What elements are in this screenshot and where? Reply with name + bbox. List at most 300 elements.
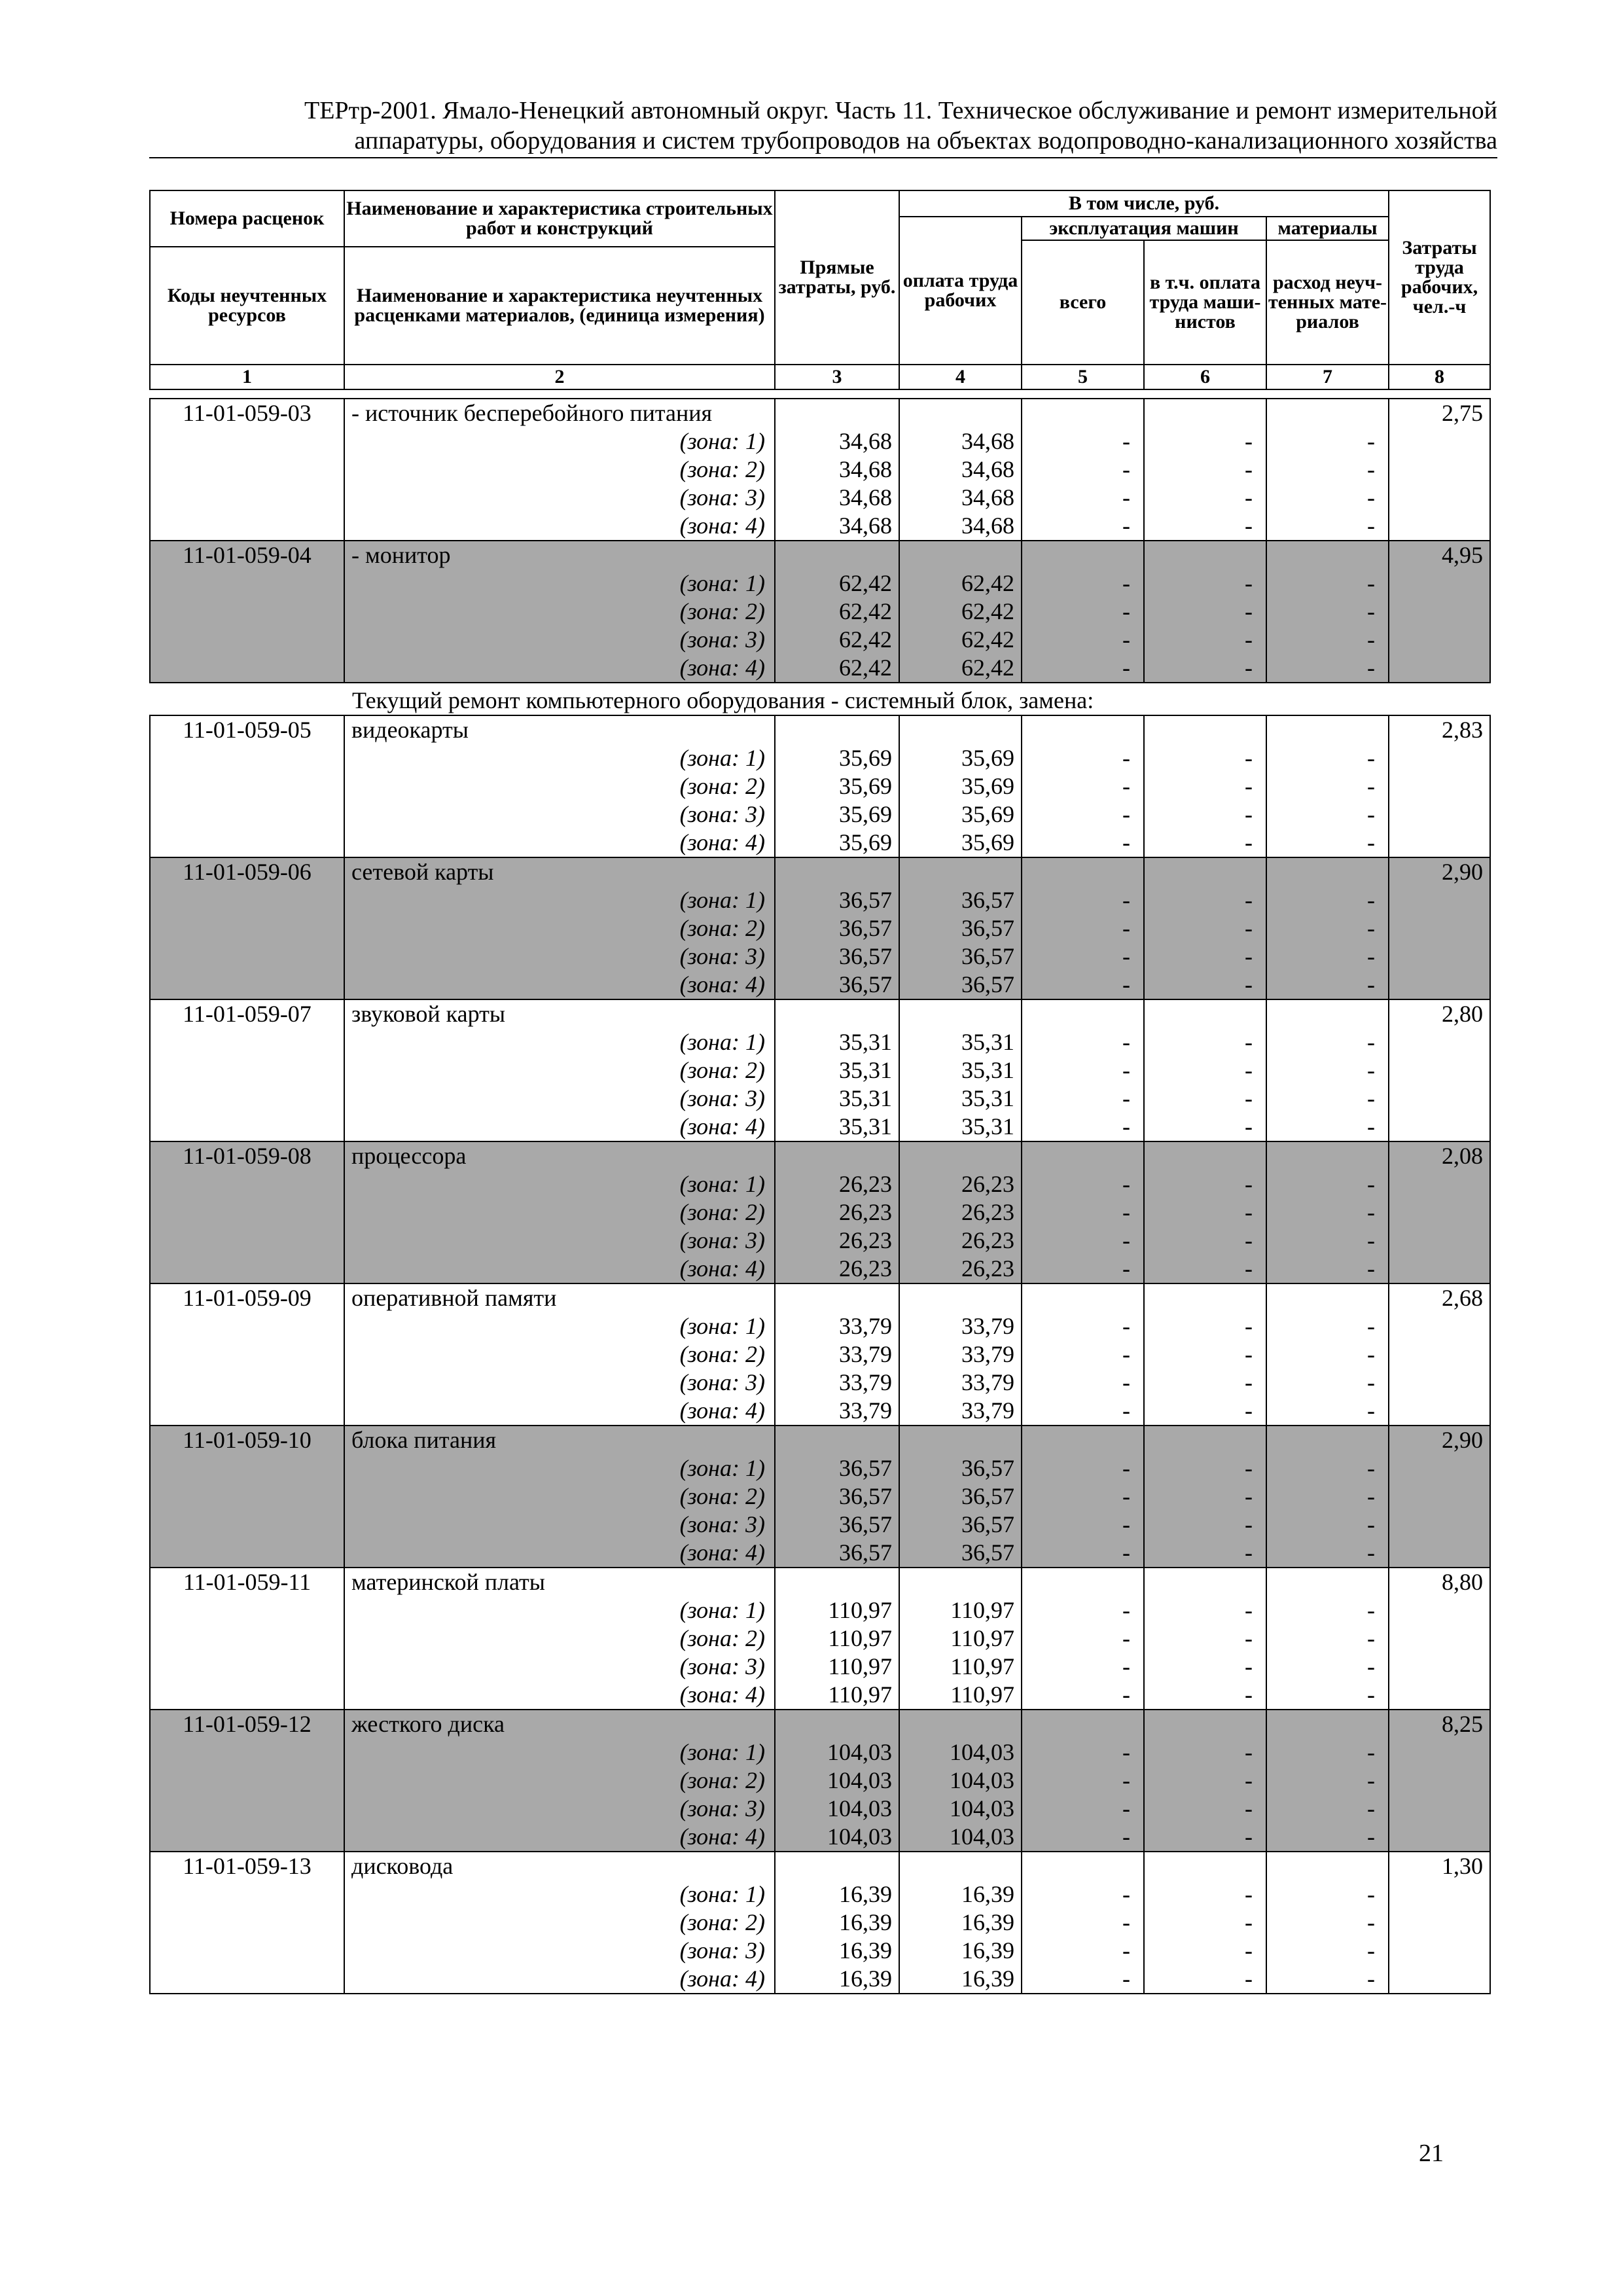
materials-cost: - bbox=[1266, 1056, 1389, 1085]
zone-row bbox=[150, 1823, 1490, 1852]
empty-cell bbox=[150, 484, 344, 512]
zone-label-cell bbox=[344, 654, 775, 683]
zone-label-cell bbox=[344, 1312, 775, 1340]
empty-cell bbox=[150, 971, 344, 999]
zone-label-cell bbox=[344, 626, 775, 654]
empty-cell bbox=[1266, 1141, 1389, 1170]
materials-cost: - bbox=[1266, 942, 1389, 971]
zone-row bbox=[150, 1653, 1490, 1681]
zone-label: (зона: 2) bbox=[679, 773, 765, 799]
materials-cost: - bbox=[1266, 427, 1389, 456]
zone-label: (зона: 3) bbox=[679, 626, 765, 653]
materials-cost: - bbox=[1266, 1312, 1389, 1340]
rate-title-row bbox=[150, 857, 1490, 886]
machine-total: - bbox=[1022, 1113, 1144, 1141]
zone-label-cell bbox=[344, 1340, 775, 1369]
direct-cost: 104,03 bbox=[775, 1767, 899, 1795]
column-number: 1 bbox=[150, 365, 344, 389]
machine-total: - bbox=[1022, 1312, 1144, 1340]
machinist-pay: - bbox=[1144, 886, 1266, 914]
machinist-pay: - bbox=[1144, 598, 1266, 626]
worker-pay: 36,57 bbox=[899, 971, 1022, 999]
worker-pay: 36,57 bbox=[899, 942, 1022, 971]
materials-cost: - bbox=[1266, 1454, 1389, 1482]
column-number: 3 bbox=[775, 365, 899, 389]
rate-code: 11-01-059-06 bbox=[150, 857, 344, 886]
zone-label: (зона: 3) bbox=[679, 1085, 765, 1111]
direct-cost: 33,79 bbox=[775, 1340, 899, 1369]
column-number-row bbox=[150, 365, 1490, 389]
zone-label: (зона: 4) bbox=[679, 1397, 765, 1424]
zone-label-cell bbox=[344, 484, 775, 512]
zone-label: (зона: 1) bbox=[679, 1739, 765, 1765]
empty-cell bbox=[775, 1283, 899, 1312]
machinist-pay: - bbox=[1144, 1369, 1266, 1397]
labor-cost: 4,95 bbox=[1389, 541, 1490, 569]
section-heading: Текущий ремонт компьютерного оборудования - системный блок, замена: bbox=[352, 687, 1094, 713]
rate-title-row bbox=[150, 541, 1490, 569]
worker-pay: 16,39 bbox=[899, 1937, 1022, 1965]
machine-total: - bbox=[1022, 484, 1144, 512]
worker-pay: 34,68 bbox=[899, 427, 1022, 456]
direct-cost: 16,39 bbox=[775, 1880, 899, 1909]
empty-cell bbox=[1389, 1369, 1490, 1397]
column-number: 4 bbox=[899, 365, 1022, 389]
zone-label: (зона: 4) bbox=[679, 512, 765, 539]
header-rate-numbers: Номера расценок bbox=[150, 190, 344, 247]
worker-pay: 110,97 bbox=[899, 1624, 1022, 1653]
direct-cost: 104,03 bbox=[775, 1795, 899, 1823]
zone-label-cell bbox=[344, 886, 775, 914]
empty-cell bbox=[1389, 772, 1490, 800]
empty-cell bbox=[775, 715, 899, 744]
machine-total: - bbox=[1022, 914, 1144, 942]
materials-cost: - bbox=[1266, 744, 1389, 772]
empty-cell bbox=[150, 1340, 344, 1369]
column-number: 7 bbox=[1266, 365, 1389, 389]
direct-cost: 36,57 bbox=[775, 1482, 899, 1511]
direct-cost: 34,68 bbox=[775, 427, 899, 456]
zone-label: (зона: 1) bbox=[679, 1313, 765, 1339]
empty-cell bbox=[1022, 399, 1144, 427]
zone-label: (зона: 3) bbox=[679, 1795, 765, 1821]
machine-total: - bbox=[1022, 1539, 1144, 1568]
zone-label: (зона: 2) bbox=[679, 1057, 765, 1083]
machine-total: - bbox=[1022, 1340, 1144, 1369]
materials-cost: - bbox=[1266, 1113, 1389, 1141]
zone-label-cell bbox=[344, 1937, 775, 1965]
zone-row bbox=[150, 886, 1490, 914]
zone-label-cell bbox=[344, 971, 775, 999]
zone-label: (зона: 1) bbox=[679, 745, 765, 771]
zone-label: (зона: 4) bbox=[679, 655, 765, 681]
direct-cost: 36,57 bbox=[775, 1539, 899, 1568]
worker-pay: 35,31 bbox=[899, 1056, 1022, 1085]
rate-name: видеокарты bbox=[344, 715, 775, 744]
machinist-pay: - bbox=[1144, 914, 1266, 942]
header-work-name: Наименование и характеристика строительных работ и конструкций bbox=[344, 190, 775, 247]
empty-cell bbox=[1022, 541, 1144, 569]
rate-code: 11-01-059-13 bbox=[150, 1852, 344, 1880]
page-number: 21 bbox=[1419, 2140, 1444, 2167]
materials-cost: - bbox=[1266, 971, 1389, 999]
direct-cost: 62,42 bbox=[775, 569, 899, 598]
zone-label-cell bbox=[344, 1056, 775, 1085]
zone-label-cell bbox=[344, 1965, 775, 1994]
materials-cost: - bbox=[1266, 1624, 1389, 1653]
materials-cost: - bbox=[1266, 1795, 1389, 1823]
worker-pay: 36,57 bbox=[899, 1511, 1022, 1539]
empty-cell bbox=[150, 1397, 344, 1426]
empty-cell bbox=[150, 800, 344, 829]
direct-cost: 34,68 bbox=[775, 512, 899, 541]
zone-label-cell bbox=[344, 1653, 775, 1681]
empty-cell bbox=[1389, 1823, 1490, 1852]
machinist-pay: - bbox=[1144, 1056, 1266, 1085]
zone-label-cell bbox=[344, 1255, 775, 1283]
materials-cost: - bbox=[1266, 1511, 1389, 1539]
empty-cell bbox=[1389, 484, 1490, 512]
direct-cost: 34,68 bbox=[775, 484, 899, 512]
empty-cell bbox=[150, 1823, 344, 1852]
machinist-pay: - bbox=[1144, 1397, 1266, 1426]
direct-cost: 16,39 bbox=[775, 1909, 899, 1937]
empty-cell bbox=[1144, 715, 1266, 744]
rate-name: звуковой карты bbox=[344, 999, 775, 1028]
zone-label: (зона: 1) bbox=[679, 428, 765, 454]
zone-label: (зона: 3) bbox=[679, 943, 765, 969]
machine-total: - bbox=[1022, 971, 1144, 999]
labor-cost: 8,25 bbox=[1389, 1710, 1490, 1738]
empty-cell bbox=[1389, 1880, 1490, 1909]
materials-cost: - bbox=[1266, 1369, 1389, 1397]
zone-row bbox=[150, 971, 1490, 999]
materials-cost: - bbox=[1266, 1170, 1389, 1198]
machinist-pay: - bbox=[1144, 1596, 1266, 1624]
zone-label-cell bbox=[344, 569, 775, 598]
empty-cell bbox=[1389, 1795, 1490, 1823]
machinist-pay: - bbox=[1144, 1198, 1266, 1227]
column-number: 2 bbox=[344, 365, 775, 389]
direct-cost: 35,31 bbox=[775, 1028, 899, 1056]
empty-cell bbox=[899, 541, 1022, 569]
materials-cost: - bbox=[1266, 1227, 1389, 1255]
zone-row bbox=[150, 1397, 1490, 1426]
zone-row bbox=[150, 1596, 1490, 1624]
zone-label-cell bbox=[344, 1624, 775, 1653]
zone-row bbox=[150, 1965, 1490, 1994]
zone-label-cell bbox=[344, 1085, 775, 1113]
direct-cost: 35,69 bbox=[775, 772, 899, 800]
empty-cell bbox=[150, 1028, 344, 1056]
zone-row bbox=[150, 1312, 1490, 1340]
rate-name: процессора bbox=[344, 1141, 775, 1170]
empty-cell bbox=[1022, 715, 1144, 744]
direct-cost: 36,57 bbox=[775, 971, 899, 999]
empty-cell bbox=[775, 541, 899, 569]
zone-label: (зона: 2) bbox=[679, 598, 765, 624]
worker-pay: 16,39 bbox=[899, 1880, 1022, 1909]
zone-row bbox=[150, 654, 1490, 683]
worker-pay: 62,42 bbox=[899, 654, 1022, 683]
materials-cost: - bbox=[1266, 914, 1389, 942]
rate-code: 11-01-059-05 bbox=[150, 715, 344, 744]
materials-cost: - bbox=[1266, 1539, 1389, 1568]
empty-cell bbox=[1266, 1426, 1389, 1454]
zone-row bbox=[150, 1085, 1490, 1113]
zone-row bbox=[150, 484, 1490, 512]
empty-cell bbox=[1389, 1767, 1490, 1795]
rate-name: блока питания bbox=[344, 1426, 775, 1454]
rate-title-row bbox=[150, 1141, 1490, 1170]
worker-pay: 35,69 bbox=[899, 772, 1022, 800]
materials-cost: - bbox=[1266, 654, 1389, 683]
machinist-pay: - bbox=[1144, 626, 1266, 654]
worker-pay: 104,03 bbox=[899, 1823, 1022, 1852]
machinist-pay: - bbox=[1144, 971, 1266, 999]
worker-pay: 26,23 bbox=[899, 1255, 1022, 1283]
machinist-pay: - bbox=[1144, 1965, 1266, 1994]
empty-cell bbox=[150, 1738, 344, 1767]
column-number: 5 bbox=[1022, 365, 1144, 389]
zone-label-cell bbox=[344, 1028, 775, 1056]
direct-cost: 110,97 bbox=[775, 1596, 899, 1624]
zone-row bbox=[150, 772, 1490, 800]
direct-cost: 26,23 bbox=[775, 1227, 899, 1255]
machine-total: - bbox=[1022, 1909, 1144, 1937]
empty-cell bbox=[1389, 1909, 1490, 1937]
empty-cell bbox=[150, 744, 344, 772]
zone-row bbox=[150, 456, 1490, 484]
machine-total: - bbox=[1022, 1823, 1144, 1852]
empty-cell bbox=[775, 857, 899, 886]
zone-row bbox=[150, 1198, 1490, 1227]
materials-cost: - bbox=[1266, 1340, 1389, 1369]
worker-pay: 62,42 bbox=[899, 626, 1022, 654]
empty-cell bbox=[1389, 1454, 1490, 1482]
labor-cost: 2,90 bbox=[1389, 1426, 1490, 1454]
empty-cell bbox=[1266, 1283, 1389, 1312]
direct-cost: 35,69 bbox=[775, 800, 899, 829]
direct-cost: 62,42 bbox=[775, 626, 899, 654]
machine-total: - bbox=[1022, 1965, 1144, 1994]
empty-cell bbox=[150, 1170, 344, 1198]
empty-cell bbox=[150, 1255, 344, 1283]
empty-cell bbox=[1389, 1255, 1490, 1283]
materials-cost: - bbox=[1266, 1965, 1389, 1994]
empty-cell bbox=[1144, 1568, 1266, 1596]
empty-cell bbox=[775, 1852, 899, 1880]
empty-cell bbox=[775, 999, 899, 1028]
empty-cell bbox=[150, 1880, 344, 1909]
labor-cost: 1,30 bbox=[1389, 1852, 1490, 1880]
worker-pay: 35,31 bbox=[899, 1085, 1022, 1113]
empty-cell bbox=[150, 456, 344, 484]
machine-total: - bbox=[1022, 1596, 1144, 1624]
worker-pay: 35,69 bbox=[899, 744, 1022, 772]
empty-cell bbox=[1389, 1482, 1490, 1511]
zone-label-cell bbox=[344, 744, 775, 772]
empty-cell bbox=[1389, 598, 1490, 626]
zone-row bbox=[150, 1454, 1490, 1482]
machine-total: - bbox=[1022, 744, 1144, 772]
zone-label: (зона: 1) bbox=[679, 887, 765, 913]
machinist-pay: - bbox=[1144, 512, 1266, 541]
zone-label: (зона: 1) bbox=[679, 1597, 765, 1623]
zone-label: (зона: 2) bbox=[679, 1909, 765, 1935]
empty-cell bbox=[899, 1568, 1022, 1596]
header-material-name: Наименование и характеристика неучтенных расценками материалов, (единица измерения) bbox=[344, 247, 775, 365]
machinist-pay: - bbox=[1144, 800, 1266, 829]
rate-code: 11-01-059-12 bbox=[150, 1710, 344, 1738]
direct-cost: 16,39 bbox=[775, 1965, 899, 1994]
rate-title-row bbox=[150, 1568, 1490, 1596]
rate-code: 11-01-059-07 bbox=[150, 999, 344, 1028]
empty-cell bbox=[899, 1426, 1022, 1454]
materials-cost: - bbox=[1266, 1681, 1389, 1710]
empty-cell bbox=[1144, 1141, 1266, 1170]
zone-row bbox=[150, 1681, 1490, 1710]
materials-cost: - bbox=[1266, 886, 1389, 914]
zone-label: (зона: 2) bbox=[679, 1625, 765, 1651]
empty-cell bbox=[1389, 1056, 1490, 1085]
worker-pay: 36,57 bbox=[899, 886, 1022, 914]
empty-cell bbox=[899, 999, 1022, 1028]
empty-cell bbox=[150, 1113, 344, 1141]
table-header bbox=[149, 190, 1491, 390]
header-worker-pay: оплата труда рабочих bbox=[899, 217, 1022, 365]
empty-cell bbox=[899, 1141, 1022, 1170]
empty-cell bbox=[150, 626, 344, 654]
materials-cost: - bbox=[1266, 829, 1389, 857]
labor-cost: 2,90 bbox=[1389, 857, 1490, 886]
empty-cell bbox=[1389, 1511, 1490, 1539]
direct-cost: 35,31 bbox=[775, 1056, 899, 1085]
empty-cell bbox=[1389, 1227, 1490, 1255]
empty-cell bbox=[1266, 715, 1389, 744]
worker-pay: 35,69 bbox=[899, 829, 1022, 857]
empty-cell bbox=[1389, 512, 1490, 541]
zone-label: (зона: 3) bbox=[679, 1369, 765, 1395]
zone-label-cell bbox=[344, 1767, 775, 1795]
empty-cell bbox=[1266, 857, 1389, 886]
empty-cell bbox=[150, 942, 344, 971]
zone-row bbox=[150, 1511, 1490, 1539]
worker-pay: 33,79 bbox=[899, 1312, 1022, 1340]
empty-cell bbox=[150, 1596, 344, 1624]
worker-pay: 104,03 bbox=[899, 1767, 1022, 1795]
header-resource-codes: Коды неучтенных ресурсов bbox=[150, 247, 344, 365]
direct-cost: 36,57 bbox=[775, 914, 899, 942]
zone-row bbox=[150, 942, 1490, 971]
machinist-pay: - bbox=[1144, 1340, 1266, 1369]
empty-cell bbox=[150, 1198, 344, 1227]
zone-label-cell bbox=[344, 942, 775, 971]
empty-cell bbox=[150, 427, 344, 456]
machine-total: - bbox=[1022, 829, 1144, 857]
zone-row bbox=[150, 914, 1490, 942]
header-including: В том числе, руб. bbox=[899, 190, 1389, 217]
rate-name: материнской платы bbox=[344, 1568, 775, 1596]
header-materials: материалы bbox=[1266, 217, 1389, 240]
zone-label-cell bbox=[344, 1397, 775, 1426]
worker-pay: 36,57 bbox=[899, 1482, 1022, 1511]
materials-cost: - bbox=[1266, 1198, 1389, 1227]
direct-cost: 110,97 bbox=[775, 1681, 899, 1710]
worker-pay: 16,39 bbox=[899, 1965, 1022, 1994]
header-total: всего bbox=[1022, 240, 1144, 365]
zone-label: (зона: 2) bbox=[679, 1199, 765, 1225]
direct-cost: 62,42 bbox=[775, 598, 899, 626]
header-line-2: аппаратуры, оборудования и систем трубопроводов на объектах водопроводно-канализационного хозяйства bbox=[354, 127, 1497, 154]
direct-cost: 35,69 bbox=[775, 744, 899, 772]
machine-total: - bbox=[1022, 1767, 1144, 1795]
machinist-pay: - bbox=[1144, 1624, 1266, 1653]
machine-total: - bbox=[1022, 1028, 1144, 1056]
empty-cell bbox=[775, 1710, 899, 1738]
empty-cell bbox=[1389, 1312, 1490, 1340]
worker-pay: 16,39 bbox=[899, 1909, 1022, 1937]
empty-cell bbox=[1389, 1085, 1490, 1113]
machine-total: - bbox=[1022, 886, 1144, 914]
rate-name: дисковода bbox=[344, 1852, 775, 1880]
worker-pay: 110,97 bbox=[899, 1596, 1022, 1624]
machine-total: - bbox=[1022, 1653, 1144, 1681]
machinist-pay: - bbox=[1144, 1880, 1266, 1909]
empty-cell bbox=[1022, 1852, 1144, 1880]
direct-cost: 33,79 bbox=[775, 1312, 899, 1340]
empty-cell bbox=[1266, 541, 1389, 569]
materials-cost: - bbox=[1266, 1738, 1389, 1767]
empty-cell bbox=[1389, 1113, 1490, 1141]
direct-cost: 110,97 bbox=[775, 1624, 899, 1653]
rate-code: 11-01-059-10 bbox=[150, 1426, 344, 1454]
empty-cell bbox=[150, 598, 344, 626]
machine-total: - bbox=[1022, 626, 1144, 654]
empty-cell bbox=[899, 715, 1022, 744]
direct-cost: 104,03 bbox=[775, 1823, 899, 1852]
materials-cost: - bbox=[1266, 484, 1389, 512]
labor-cost: 2,08 bbox=[1389, 1141, 1490, 1170]
materials-cost: - bbox=[1266, 1028, 1389, 1056]
zone-row bbox=[150, 1909, 1490, 1937]
zone-row bbox=[150, 569, 1490, 598]
zone-label-cell bbox=[344, 1738, 775, 1767]
machine-total: - bbox=[1022, 1511, 1144, 1539]
empty-cell bbox=[1266, 1568, 1389, 1596]
zone-label: (зона: 4) bbox=[679, 1255, 765, 1282]
worker-pay: 62,42 bbox=[899, 569, 1022, 598]
zone-label-cell bbox=[344, 1539, 775, 1568]
zone-row bbox=[150, 829, 1490, 857]
empty-cell bbox=[150, 1085, 344, 1113]
rate-code: 11-01-059-09 bbox=[150, 1283, 344, 1312]
materials-cost: - bbox=[1266, 626, 1389, 654]
empty-cell bbox=[150, 829, 344, 857]
worker-pay: 110,97 bbox=[899, 1653, 1022, 1681]
zone-row bbox=[150, 598, 1490, 626]
labor-cost: 2,68 bbox=[1389, 1283, 1490, 1312]
empty-cell bbox=[1389, 1937, 1490, 1965]
empty-cell bbox=[1389, 1340, 1490, 1369]
machine-total: - bbox=[1022, 800, 1144, 829]
zone-label: (зона: 3) bbox=[679, 484, 765, 511]
rate-code: 11-01-059-04 bbox=[150, 541, 344, 569]
empty-cell bbox=[150, 1056, 344, 1085]
rates-table-top bbox=[149, 398, 1491, 683]
rate-code: 11-01-059-11 bbox=[150, 1568, 344, 1596]
empty-cell bbox=[150, 654, 344, 683]
